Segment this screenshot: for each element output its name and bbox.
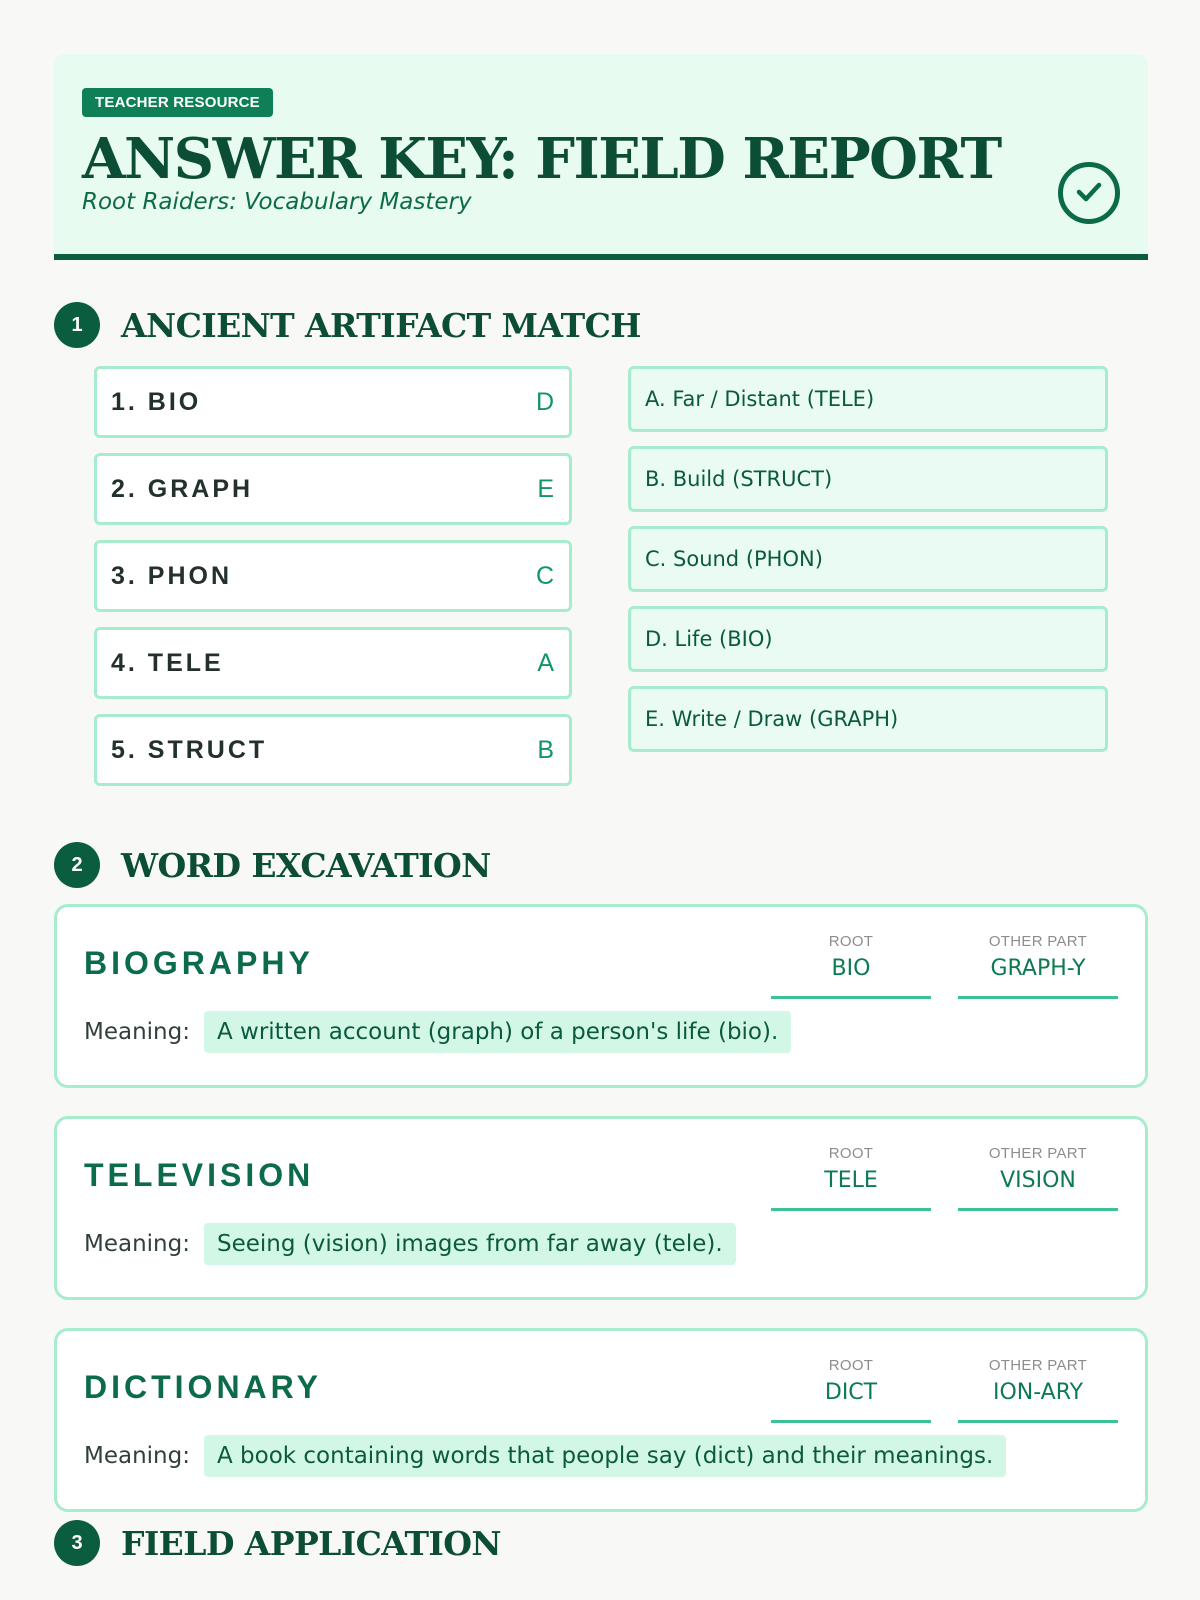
match-term [94,366,572,438]
definition-item: E. Write / Draw (GRAPH) [628,686,1108,752]
root-box [771,1357,931,1423]
word-card [54,1328,1148,1512]
word-card [54,904,1148,1088]
other-part-value: VISION [1000,1168,1076,1193]
answer-key-page [54,54,1148,1563]
meaning-text: A written account (graph) of a person's life (bio). [204,1011,791,1053]
root-label: ROOT [828,1145,874,1162]
match-term [94,540,572,612]
meaning-label: Meaning: [84,1019,190,1045]
meaning-text: A book containing words that people say (dict) and their meanings. [204,1435,1006,1477]
other-part-box [958,933,1118,999]
section-title: FIELD APPLICATION [121,1523,501,1563]
vocab-word: TELEVISION [84,1157,315,1193]
term-answer: B [537,735,555,764]
section-word-excavation [54,842,1148,1469]
other-part-label: OTHER PART [988,933,1088,950]
other-part-value: GRAPH-Y [990,956,1086,981]
definition-item: B. Build (STRUCT) [628,446,1108,512]
section-title: WORD EXCAVATION [121,845,491,885]
root-label: ROOT [828,933,874,950]
term-answer: D [535,387,555,416]
term-answer: C [535,561,555,590]
match-definitions [628,366,1108,766]
vocab-word: BIOGRAPHY [84,945,314,981]
match-term [94,627,572,699]
match-term [94,453,572,525]
definition-item: D. Life (BIO) [628,606,1108,672]
page-title: ANSWER KEY: FIELD REPORT [82,126,1001,192]
vocab-word: DICTIONARY [84,1369,322,1405]
section-field-application [54,1520,1148,1566]
term-answer: E [537,474,555,503]
section-title: ANCIENT ARTIFACT MATCH [121,305,641,345]
section-artifact-match [54,302,1148,764]
meaning-label: Meaning: [84,1231,190,1257]
check-circle-icon [1058,162,1120,224]
page-header [54,54,1148,260]
definition-item: C. Sound (PHON) [628,526,1108,592]
root-box [771,1145,931,1211]
section-number: 2 [54,842,100,888]
root-value: DICT [824,1380,878,1405]
other-part-box [958,1145,1118,1211]
term-label: 2. GRAPH [111,474,254,503]
match-term [94,714,572,786]
section-number: 1 [54,302,100,348]
word-card [54,1116,1148,1300]
teacher-resource-badge: TEACHER RESOURCE [82,88,273,117]
root-value: BIO [831,956,871,981]
definition-item: A. Far / Distant (TELE) [628,366,1108,432]
term-answer: A [537,648,555,677]
meaning-text: Seeing (vision) images from far away (tele). [204,1223,736,1265]
other-part-value: ION-ARY [992,1380,1084,1405]
term-label: 4. TELE [111,648,224,677]
root-box [771,933,931,999]
root-label: ROOT [828,1357,874,1374]
page-subtitle: Root Raiders: Vocabulary Mastery [82,189,472,215]
term-label: 3. PHON [111,561,233,590]
root-value: TELE [824,1168,878,1193]
term-label: 5. STRUCT [111,735,268,764]
other-part-box [958,1357,1118,1423]
section-number: 3 [54,1520,100,1566]
meaning-label: Meaning: [84,1443,190,1469]
other-part-label: OTHER PART [988,1357,1088,1374]
match-terms [94,366,572,801]
term-label: 1. BIO [111,387,202,416]
other-part-label: OTHER PART [988,1145,1088,1162]
